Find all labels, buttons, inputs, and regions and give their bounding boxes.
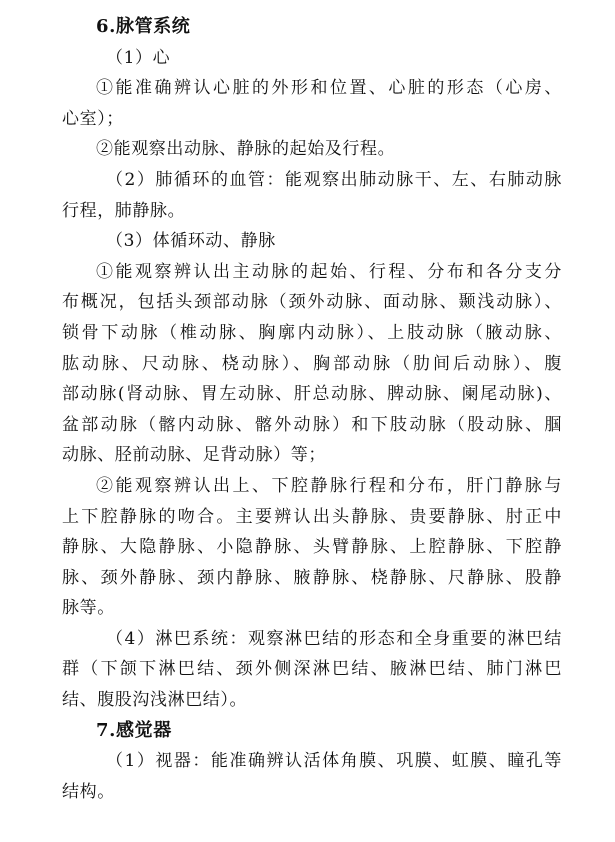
text-line: ①能观察辨认出主动脉的起始、行程、分布和各分支分 [96,261,562,282]
text-line: ②能观察辨认出上、下腔静脉行程和分布，肝门静脉与 [96,475,562,496]
text-line: （2）肺循环的血管：能观察出肺动脉干、左、右肺动脉 [106,169,562,190]
text-line: （4）淋巴系统：观察淋巴结的形态和全身重要的淋巴结 [106,628,562,649]
section-heading: 7.感觉器 [96,719,172,741]
text-line: 盆部动脉（髂内动脉、髂外动脉）和下肢动脉（股动脉、腘 [62,414,562,435]
text-line: ①能准确辨认心脏的外形和位置、心脏的形态（心房、 [96,78,562,99]
text-line: 部动脉(肾动脉、胃左动脉、肝总动脉、脾动脉、阑尾动脉)、 [62,384,562,405]
text-line: 脉等。 [62,598,115,619]
text-line: （3）体循环动、静脉 [106,231,276,252]
text-line: 群（下颌下淋巴结、颈外侧深淋巴结、腋淋巴结、肺门淋巴 [62,659,562,680]
text-line: 结、腹股沟浅淋巴结）。 [62,690,248,711]
text-line: （1）视器：能准确辨认活体角膜、巩膜、虹膜、瞳孔等 [106,751,562,772]
text-line: 行程，肺静脉。 [62,200,186,221]
text-line: 布概况，包括头颈部动脉（颈外动脉、面动脉、颞浅动脉）、 [62,292,562,313]
text-line: 上下腔静脉的吻合。主要辨认出头静脉、贵要静脉、肘正中 [62,506,562,527]
text-line: （1）心 [106,47,171,68]
text-line: 结构。 [62,781,115,802]
text-line: 肱动脉、尺动脉、桡动脉）、胸部动脉（肋间后动脉）、腹 [62,353,562,374]
text-line: 静脉、大隐静脉、小隐静脉、头臂静脉、上腔静脉、下腔静 [62,537,562,558]
section-heading: 6.脉管系统 [96,16,191,37]
text-line: 心室）； [62,108,124,129]
text-line: 锁骨下动脉（椎动脉、胸廓内动脉）、上肢动脉（腋动脉、 [62,322,562,343]
text-line: 动脉、胫前动脉、足背动脉）等； [62,445,326,466]
text-line: 脉、颈外静脉、颈内静脉、腋静脉、桡静脉、尺静脉、股静 [62,567,562,588]
text-line: ②能观察出动脉、静脉的起始及行程。 [96,139,396,160]
document-page [62,12,562,807]
